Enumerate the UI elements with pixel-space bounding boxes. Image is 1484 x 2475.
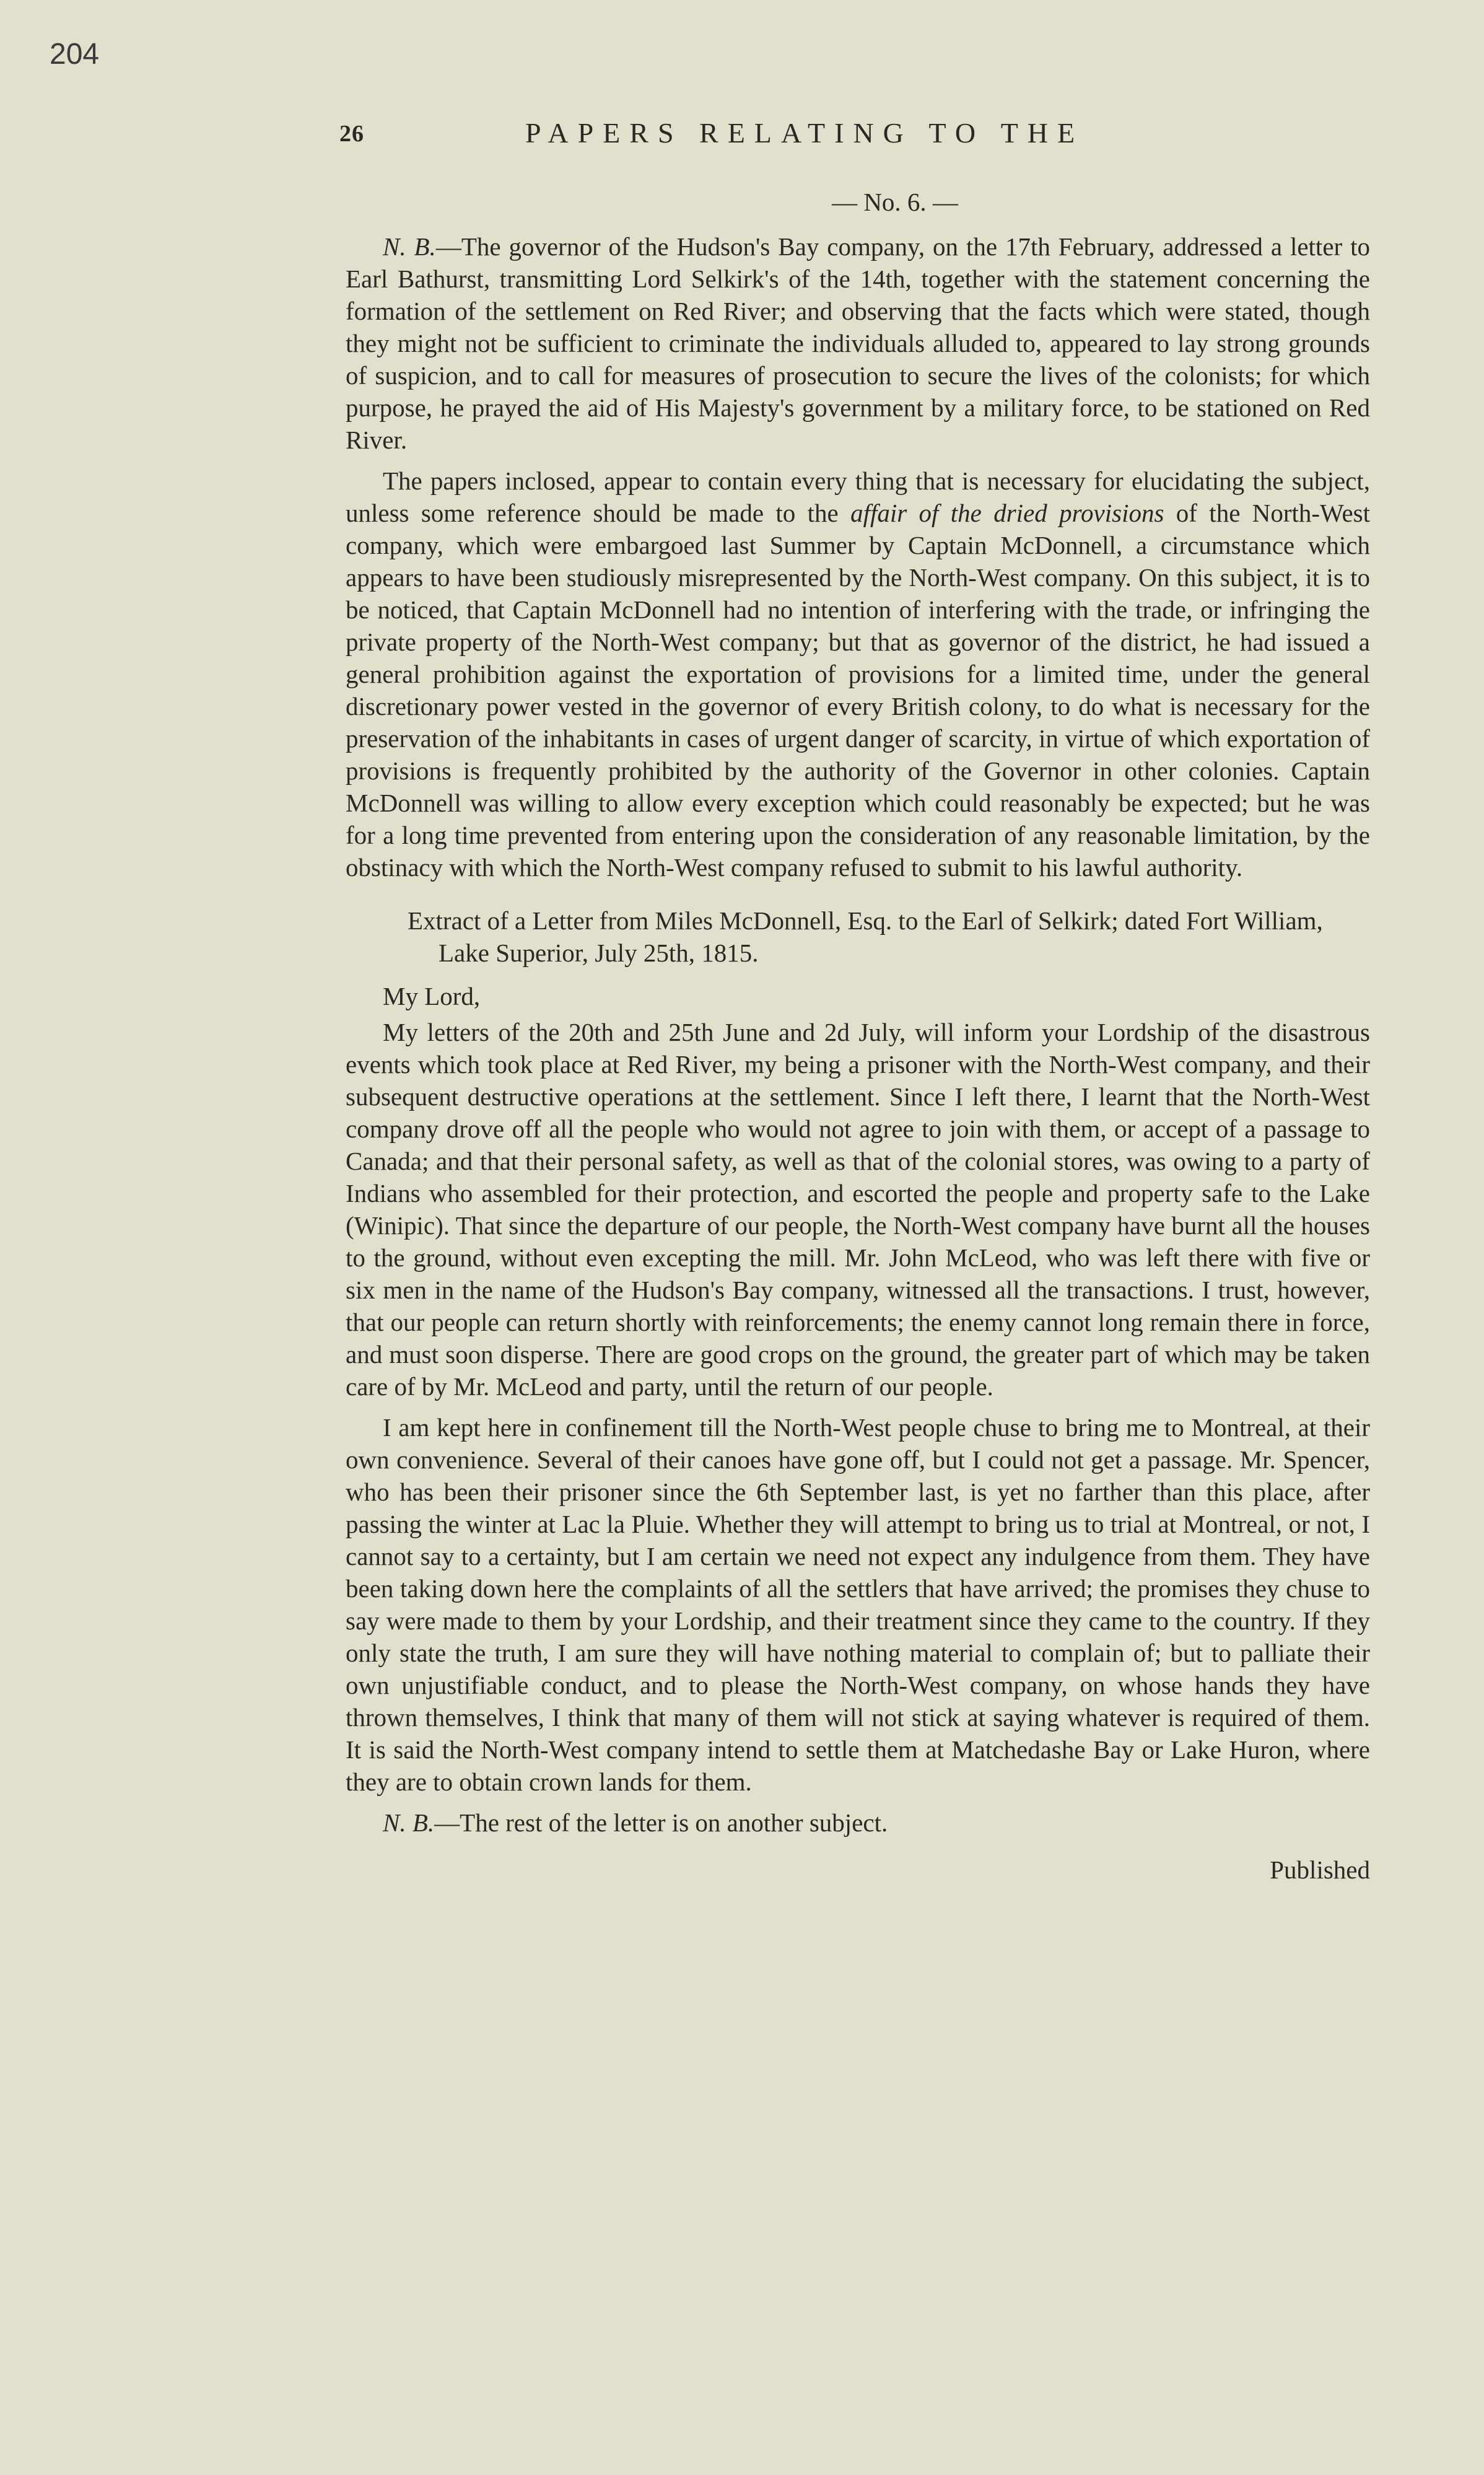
letter-salutation: My Lord, (383, 982, 481, 1010)
running-head (339, 116, 1442, 156)
nb-note-paragraph (346, 230, 1370, 456)
nb-label: N. B. (383, 232, 436, 261)
letter-paragraph: I am kept here in confinement till the North-West people chuse to bring me to Montreal, at their own convenience. Several of their canoes have gone off, but I could not get a passage. Mr. Spencer, who has been their prisoner since the 6th September last, is yet no farther than this place, after passing the winter at Lac la Pluie. Whether they will attempt to bring us to trial at Montreal, or not, I cannot say to a certainty, but I am certain we need not expect any indulgence from them. They have been taking down here the complaints of all the settlers that have arrived; the promises they chuse to say were made to them by your Lordship, and their treatment since they came to the country. If they only state the truth, I am sure they will have nothing material to complain of; but to palliate their own unjustifiable conduct, and to please the North-West company, on whose hands they have thrown themselves, I think that many of them will not stick at saying whatever is required of them. It is said the North-West company intend to settle them at Matchedashe Bay or Lake Huron, where they are to obtain crown lands for them. (346, 1413, 1370, 1796)
scan-page-number: 204 (50, 38, 100, 71)
closing-nb-label: N. B. (383, 1808, 435, 1837)
papers-paragraph (346, 465, 1370, 883)
page-body (346, 186, 1370, 1886)
document-number: — No. 6. — (832, 188, 958, 216)
running-title: PAPERS RELATING TO THE (525, 117, 1085, 149)
papers-paragraph-text-before: The papers inclosed, appear to contain every thing that is necessary for elucidating the subject, unless some reference should be made to the (346, 467, 1370, 527)
papers-paragraph-text-after: of the North-West company, which were embargoed last Summer by Captain McDonnell, a circumstance which appears to have been studiously misrepresented by the North-West company. On this subject, it is to be noticed, that Captain McDonnell had no intention of interfering with the trade, or infringing the private property of the North-West company; but that as governor of the district, he had issued a general prohibition against the exportation of provisions for a limited time, under the general discretionary power vested in the governor of every British colony, to do what is necessary for the preservation of the inhabitants in cases of urgent danger of scarcity, in virtue of which exportation of provisions is frequently prohibited by the authority of the Governor in other colonies. Captain McDonnell was willing to allow every exception which could reasonably be expected; but he was for a long time prevented from entering upon the consideration of any reasonable limitation, by the obstinacy with which the North-West company refused to submit to his lawful authority. (346, 499, 1370, 882)
letter-paragraph: My letters of the 20th and 25th June and 2d July, will inform your Lordship of the disastrous events which took place at Red River, my being a prisoner with the North-West company, and their subsequent destructive operations at the settlement. Since I left there, I learnt that the North-West company drove off all the people who would not agree to join with them, or accept of a passage to Canada; and that their personal safety, as well as that of the colonial stores, was owing to a party of Indians who assembled for their protection, and escorted the people and property safe to the Lake (Winipic). That since the departure of our people, the North-West company have burnt all the houses to the ground, without even excepting the mill. Mr. John McLeod, who was left there with five or six men in the name of the Hudson's Bay company, witnessed all the transactions. I trust, however, that our people can return shortly with reinforcements; the enemy cannot long remain there in force, and must soon disperse. There are good crops on the ground, the greater part of which may be taken care of by Mr. McLeod and party, until the return of our people. (346, 1018, 1370, 1401)
nb-note-text: —The governor of the Hudson's Bay company, on the 17th February, addressed a letter to Earl Bathurst, transmitting Lord Selkirk's of the 14th, together with the statement concerning the formation of the settlement on Red River; and observing that the facts which were stated, though they might not be sufficient to criminate the individuals alluded to, appeared to lay strong grounds of suspicion, and to call for measures of prosecution to secure the lives of the colonists; for which purpose, he prayed the aid of His Majesty's government by a military force, to be stationed on Red River. (346, 232, 1370, 454)
closing-note (346, 1807, 1370, 1839)
closing-note-text: —The rest of the letter is on another subject. (434, 1808, 888, 1837)
catchword: Published (1270, 1855, 1370, 1884)
folio: 26 (339, 121, 364, 147)
dried-provisions-emphasis: affair of the dried provisions (850, 499, 1164, 527)
extract-heading: Extract of a Letter from Miles McDonnell, Esq. to the Earl of Selkirk; dated Fort William, Lake Superior, July 25th, 1815. (408, 906, 1323, 967)
